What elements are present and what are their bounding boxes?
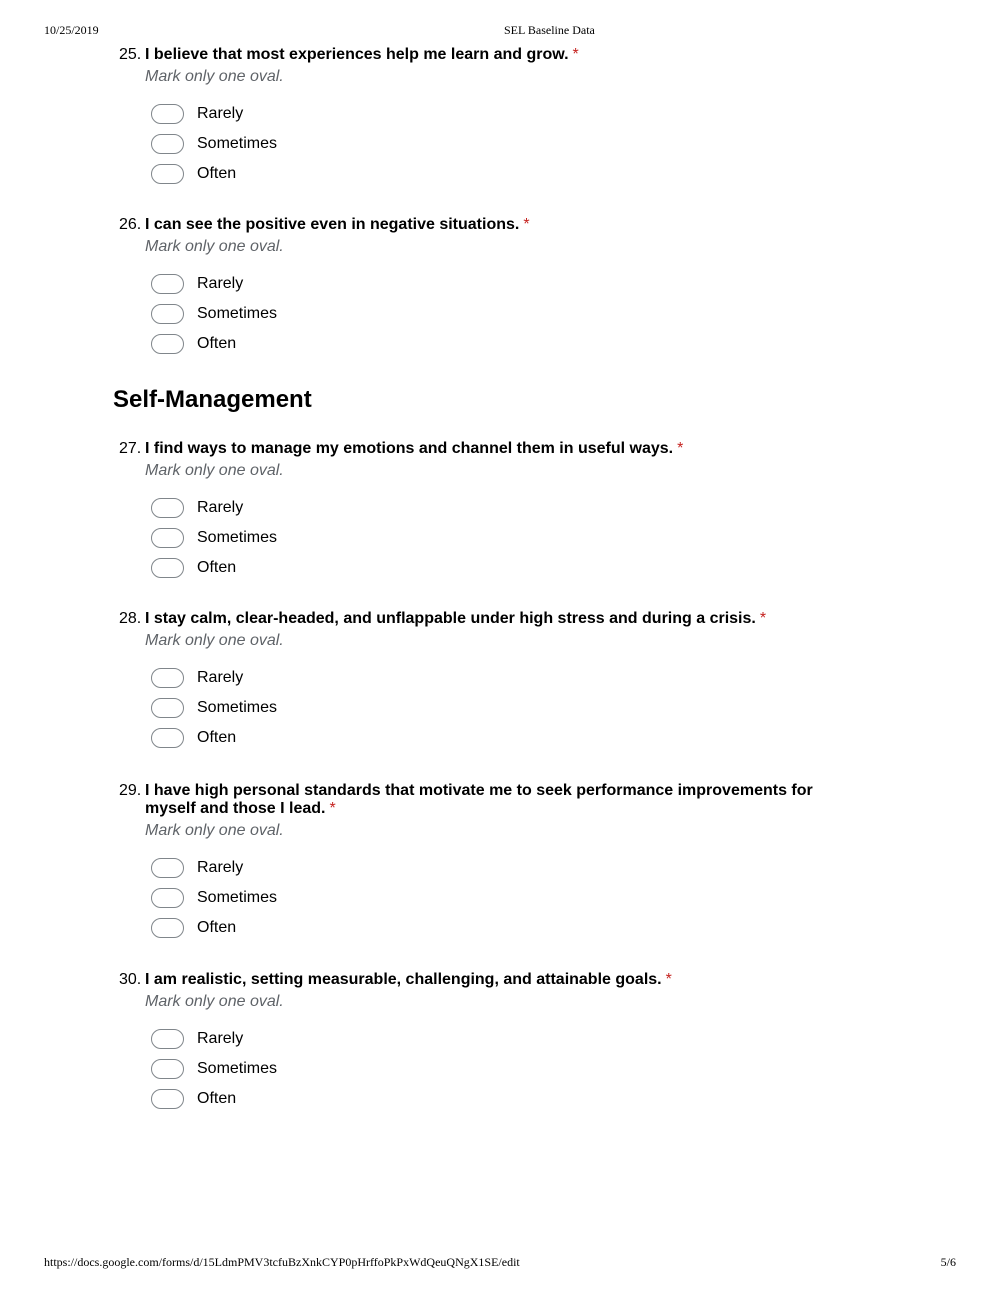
option-often[interactable]	[151, 1084, 839, 1114]
option-often[interactable]	[151, 723, 839, 753]
option-label: Often	[197, 559, 237, 576]
option-list	[151, 269, 839, 359]
option-rarely[interactable]	[151, 663, 839, 693]
radio-oval[interactable]	[151, 918, 184, 938]
option-label: Sometimes	[197, 889, 278, 906]
question-28	[119, 610, 839, 753]
radio-oval[interactable]	[151, 858, 184, 878]
radio-oval[interactable]	[151, 528, 184, 548]
required-asterisk: *	[329, 800, 336, 817]
option-label: Rarely	[197, 105, 244, 122]
radio-oval[interactable]	[151, 1089, 184, 1109]
option-label: Sometimes	[197, 699, 278, 716]
radio-oval[interactable]	[151, 274, 184, 294]
option-list	[151, 99, 839, 189]
option-label: Sometimes	[197, 135, 278, 152]
radio-oval[interactable]	[151, 304, 184, 324]
question-hint: Mark only one oval.	[145, 462, 284, 479]
document-title: SEL Baseline Data	[504, 23, 595, 37]
radio-oval[interactable]	[151, 668, 184, 688]
option-label: Often	[197, 165, 237, 182]
question-title	[119, 610, 839, 628]
question-number: 29.	[119, 782, 142, 799]
required-asterisk: *	[665, 971, 672, 988]
radio-oval[interactable]	[151, 698, 184, 718]
option-label: Often	[197, 335, 237, 352]
option-rarely[interactable]	[151, 493, 839, 523]
question-title	[119, 216, 839, 234]
radio-oval[interactable]	[151, 104, 184, 124]
option-sometimes[interactable]	[151, 693, 839, 723]
question-title	[119, 782, 839, 818]
question-26	[119, 216, 839, 359]
option-sometimes[interactable]	[151, 129, 839, 159]
radio-oval[interactable]	[151, 1029, 184, 1049]
option-label: Sometimes	[197, 529, 278, 546]
option-often[interactable]	[151, 553, 839, 583]
radio-oval[interactable]	[151, 498, 184, 518]
section-title: Self-Management	[113, 386, 312, 413]
question-hint: Mark only one oval.	[145, 238, 284, 255]
option-sometimes[interactable]	[151, 299, 839, 329]
option-sometimes[interactable]	[151, 523, 839, 553]
radio-oval[interactable]	[151, 888, 184, 908]
question-hint: Mark only one oval.	[145, 632, 284, 649]
option-list	[151, 663, 839, 753]
option-label: Rarely	[197, 499, 244, 516]
option-list	[151, 1024, 839, 1114]
page-number: 5/6	[940, 1255, 956, 1269]
question-text: I have high personal standards that motivate me to seek performance improvements for myself and those I lead.	[145, 782, 813, 817]
option-sometimes[interactable]	[151, 883, 839, 913]
radio-oval[interactable]	[151, 558, 184, 578]
option-label: Often	[197, 1090, 237, 1107]
option-list	[151, 853, 839, 943]
question-27	[119, 440, 839, 583]
print-date: 10/25/2019	[44, 23, 99, 37]
option-rarely[interactable]	[151, 269, 839, 299]
option-label: Often	[197, 729, 237, 746]
option-rarely[interactable]	[151, 99, 839, 129]
radio-oval[interactable]	[151, 728, 184, 748]
option-label: Sometimes	[197, 305, 278, 322]
required-asterisk: *	[759, 610, 767, 627]
question-number: 25.	[119, 46, 142, 63]
question-text: I believe that most experiences help me learn and grow.	[145, 46, 569, 63]
option-label: Sometimes	[197, 1060, 278, 1077]
required-asterisk: *	[572, 46, 579, 63]
question-number: 30.	[119, 971, 142, 988]
question-hint: Mark only one oval.	[145, 993, 284, 1010]
radio-oval[interactable]	[151, 1059, 184, 1079]
question-29	[119, 782, 839, 943]
radio-oval[interactable]	[151, 334, 184, 354]
option-rarely[interactable]	[151, 1024, 839, 1054]
page-footer	[0, 1255, 1000, 1275]
question-hint: Mark only one oval.	[145, 822, 284, 839]
question-title	[119, 440, 839, 458]
radio-oval[interactable]	[151, 164, 184, 184]
option-label: Rarely	[197, 275, 244, 292]
question-text: I am realistic, setting measurable, challenging, and attainable goals.	[145, 971, 662, 988]
question-number: 26.	[119, 216, 142, 233]
radio-oval[interactable]	[151, 134, 184, 154]
question-hint: Mark only one oval.	[145, 68, 284, 85]
option-label: Rarely	[197, 1030, 244, 1047]
question-title	[119, 971, 839, 989]
question-number: 28.	[119, 610, 142, 627]
option-list	[151, 493, 839, 583]
option-label: Rarely	[197, 859, 244, 876]
question-text: I can see the positive even in negative situations.	[145, 216, 520, 233]
question-text: I find ways to manage my emotions and channel them in useful ways.	[145, 440, 674, 457]
page-url: https://docs.google.com/forms/d/15LdmPMV3tcfuBzXnkCYP0pHrffoPkPxWdQeuQNgX1SE/edit	[44, 1255, 520, 1269]
question-25	[119, 46, 839, 189]
required-asterisk: *	[677, 440, 684, 457]
option-rarely[interactable]	[151, 853, 839, 883]
question-text: I stay calm, clear-headed, and unflappable under high stress and during a crisis.	[145, 610, 756, 627]
option-label: Often	[197, 919, 237, 936]
option-often[interactable]	[151, 913, 839, 943]
question-30	[119, 971, 839, 1114]
required-asterisk: *	[523, 216, 530, 233]
option-sometimes[interactable]	[151, 1054, 839, 1084]
page-header	[0, 23, 1000, 43]
option-often[interactable]	[151, 159, 839, 189]
question-number: 27.	[119, 440, 142, 457]
question-title	[119, 46, 839, 64]
option-label: Rarely	[197, 669, 244, 686]
option-often[interactable]	[151, 329, 839, 359]
